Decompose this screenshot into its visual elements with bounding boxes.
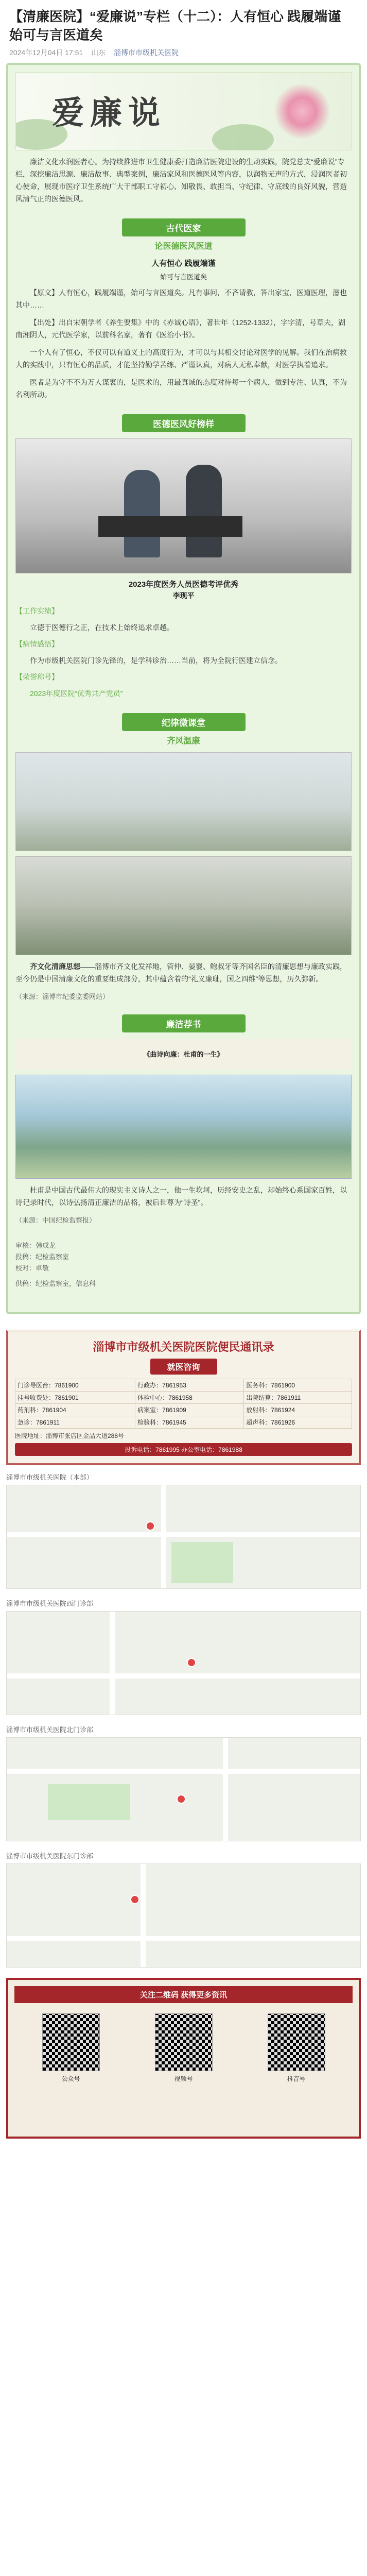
- credit-footer: 供稿：纪检监察室，信息科: [15, 1280, 96, 1287]
- hospital-contact-notice: [6, 1330, 361, 1465]
- quote-title: 人有恒心 践履端谨: [151, 259, 216, 268]
- section-subtitle: 齐风温廉: [167, 737, 200, 745]
- qr-code-icon: [268, 2013, 325, 2071]
- qr-item[interactable]: [266, 2013, 327, 2083]
- account-name-link[interactable]: 淄博市市级机关医院: [114, 48, 179, 57]
- story-body: ——淄博市齐文化发祥地，管仲、晏婴、鲍叔牙等齐国名臣的清廉思想与廉政实践，至今仍是中国清廉文化的重要组成部分，其中蕴含着的“礼义廉耻，国之四维”等思想，历久弥新。: [15, 962, 347, 983]
- qr-item[interactable]: [40, 2013, 102, 2083]
- doctor-caption-title: 2023年度医务人员医德考评优秀: [128, 580, 239, 589]
- book-title: 《曲诗向廉：杜甫的一生》: [143, 1050, 224, 1058]
- map-image[interactable]: [6, 1611, 361, 1715]
- park-area: [171, 1542, 233, 1583]
- quote-subtitle: 始可与言医道矣: [160, 273, 207, 281]
- table-cell: 医务科：7861900: [244, 1379, 352, 1392]
- phone-table: [15, 1379, 352, 1429]
- location-pin-icon: [177, 1794, 186, 1804]
- road: [141, 1864, 146, 1967]
- section-bar: 医德医风好榜样: [122, 414, 246, 432]
- map-label: 淄博市市级机关医院东门诊部: [6, 1852, 94, 1860]
- location-pin-icon: [130, 1895, 139, 1904]
- work-label: 【工作实绩】: [15, 607, 59, 615]
- map-label: 淄博市市级机关医院西门诊部: [6, 1600, 94, 1607]
- spacer: [15, 1290, 352, 1305]
- hotline-banner: 投诉电话：7861995 办公室电话：7861988: [15, 1443, 352, 1456]
- credits: [15, 1240, 352, 1290]
- qr-label: 公众号: [61, 2075, 80, 2082]
- map-image[interactable]: [6, 1485, 361, 1589]
- road: [7, 1769, 360, 1774]
- table-row: [15, 1379, 352, 1392]
- intro-paragraph: 廉洁文化水润医者心。为持续推进市卫生健康委打造廉洁医院建设的生动实践，院党总支“爱廉说”专栏，深挖廉洁思源、廉洁故事、典型案例，廉洁家风和医德医风等内容，以润物无声的方式，浸润医者初心使命，展现市医疗卫生系统广大干部职工守初心、知敬畏、敢担当、守纪律、守底线的良好风貌，营造风清气正的医德医风。: [15, 158, 347, 203]
- article-meta: [9, 47, 358, 58]
- section1-paragraph: 一个人有了恒心，不仅可以有道义上的高度行为，才可以与其相交讨论对医学的见解。我们在治病救人的实践中，只有恒心的品质，才能坚持勤学苦练、严谨认真，对病人无私奉献，对医学执着追求。: [15, 348, 347, 369]
- section-role-model-heading: [122, 414, 246, 432]
- credit-label: 投稿：: [15, 1253, 36, 1261]
- article-header: [0, 0, 367, 63]
- publish-date: 2024年12月04日 17:51: [9, 48, 83, 57]
- section-book-heading: [122, 1014, 246, 1032]
- address-line: 医院地址：淄博市张店区金晶大道288号: [15, 1432, 125, 1439]
- landscape-painting: [15, 1075, 352, 1179]
- publish-location: 山东: [91, 48, 106, 57]
- location-maps: [6, 1472, 361, 1968]
- location-pin-icon: [187, 1658, 196, 1667]
- section4-source: （来源：中国纪检监察报）: [15, 1216, 96, 1224]
- road: [223, 1738, 228, 1841]
- article-body-frame: [6, 63, 361, 1314]
- section1-paragraph: 【原文】人有恒心，践履端谨，始可与言医道矣。凡有事问，不吝请教，答出家宝，医道医理，滋也其中……: [15, 289, 347, 309]
- section1-paragraph: 【出处】出自宋朝学者《养生要集》中的《赤诚心语》，著世年（1252-1332），字字清，号草夫，湖南湘阴人，元代医学家，以前科名家，著有《医治小书》。: [15, 318, 345, 339]
- leaf-decoration: [212, 124, 274, 150]
- table-cell: 药剂科：7861904: [15, 1404, 135, 1416]
- table-cell: 检验科：7861945: [135, 1416, 244, 1429]
- qr-label: 抖音号: [287, 2075, 306, 2082]
- table-cell: 行政办：7861953: [135, 1379, 244, 1392]
- credit-value: 纪检监察室: [36, 1253, 69, 1261]
- road: [161, 1485, 166, 1588]
- table-cell: 体检中心：7861958: [135, 1392, 244, 1404]
- credit-line: [15, 1251, 352, 1263]
- credit-value: 韩成龙: [36, 1242, 56, 1249]
- table-cell: 出院结算：7861911: [244, 1392, 352, 1404]
- credit-value: 卓敏: [36, 1264, 49, 1272]
- section-bar: 古代医家: [122, 218, 246, 236]
- table-row: [15, 1404, 352, 1416]
- qr-list: [14, 2013, 353, 2083]
- banner-image: [15, 72, 352, 150]
- qr-footer: [6, 1978, 361, 2139]
- work-text: 立德于医德行之正，在技术上始终追求卓越。: [30, 623, 174, 632]
- spirit-text: 作为市级机关医院门诊先锋的，是学科诊治……当前，将为全院行医建立信念。: [30, 656, 282, 665]
- map-image[interactable]: [6, 1737, 361, 1841]
- book-text: 杜甫是中国古代最伟大的现实主义诗人之一，他一生坎坷，历经安史之乱，却始终心系国家百姓，以诗记录时代，以诗弘扬清正廉洁的品格，被后世尊为“诗圣”。: [15, 1186, 347, 1207]
- section3-source: （来源：淄博市纪委监委网站）: [15, 993, 110, 1001]
- map-image[interactable]: [6, 1863, 361, 1968]
- notice-subtitle: 就医咨询: [150, 1359, 217, 1375]
- credit-label: 校对：: [15, 1264, 36, 1272]
- doctor-photo: [15, 438, 352, 573]
- section-ancient-doctors-heading: [122, 218, 246, 251]
- article-title: 【清廉医院】“爱廉说”专栏（十二）：人有恒心 践履端谨 始可与言医道矣: [9, 9, 341, 43]
- table-cell: 放射科：7861924: [244, 1404, 352, 1416]
- story-title: 齐文化清廉思想: [30, 962, 80, 971]
- doctor-name: 李现平: [172, 591, 195, 600]
- location-pin-icon: [146, 1521, 155, 1531]
- map-label: 淄博市市级机关医院（本部）: [6, 1473, 94, 1481]
- credit-line: [15, 1263, 352, 1274]
- qr-label: 视频号: [174, 2075, 193, 2082]
- museum-photo: [15, 856, 352, 955]
- aerial-photo: [15, 752, 352, 851]
- lotus-illustration: [274, 83, 330, 140]
- honor-text: 2023年度医院“优秀共产党员”: [30, 689, 123, 698]
- story-text: [15, 960, 352, 985]
- credit-line: [15, 1240, 352, 1251]
- book-banner: [15, 1039, 352, 1070]
- road: [7, 1532, 360, 1537]
- honor-label: 【荣誉称号】: [15, 673, 59, 681]
- table-cell: 挂号收费处：7861901: [15, 1392, 135, 1404]
- section-bar: 廉洁荐书: [122, 1014, 246, 1032]
- table-row: [15, 1392, 352, 1404]
- park-area: [48, 1784, 130, 1820]
- table-cell: 超声科：7861926: [244, 1416, 352, 1429]
- section1-paragraph: 医者是为守不不为万人谋衷的，是医术的，用最真诚的态度对待每一个病人，做到专注、认真，不为名利所动。: [15, 378, 347, 399]
- table-cell: 门诊导医台：7861900: [15, 1379, 135, 1392]
- table-cell: 急诊：7861911: [15, 1416, 135, 1429]
- table-row: [15, 1416, 352, 1429]
- road: [110, 1612, 115, 1715]
- credit-label: 审核：: [15, 1242, 36, 1249]
- road: [7, 1673, 360, 1679]
- map-label: 淄博市市级机关医院北门诊部: [6, 1726, 94, 1734]
- qr-footer-title: 关注二维码 获得更多资讯: [14, 1986, 353, 2003]
- section-bar: 纪律微课堂: [122, 713, 246, 731]
- table-cell: 病案室：7861909: [135, 1404, 244, 1416]
- notice-title: 淄博市市级机关医院医院便民通讯录: [93, 1341, 274, 1354]
- spirit-label: 【病情感悟】: [15, 640, 59, 648]
- banner-calligraphy: 爱廉说: [52, 94, 167, 131]
- qr-item[interactable]: [153, 2013, 215, 2083]
- section-subtitle: 论医德医风医道: [154, 242, 213, 251]
- qr-code-icon: [155, 2013, 213, 2071]
- qr-code-icon: [42, 2013, 100, 2071]
- road: [7, 1936, 360, 1941]
- section-discipline-heading: [122, 713, 246, 746]
